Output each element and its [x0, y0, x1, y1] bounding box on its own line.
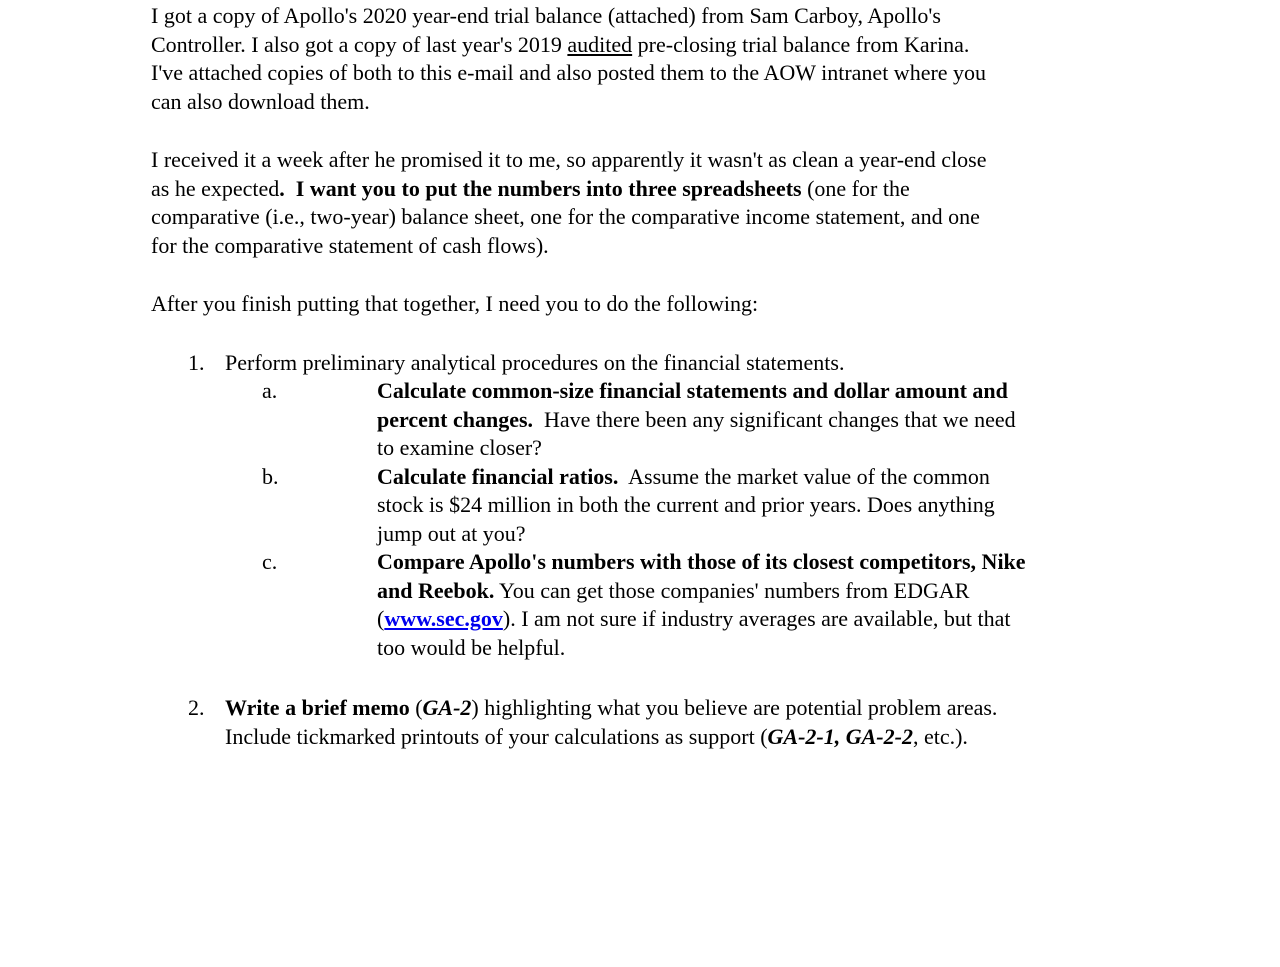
list-marker-b: b. — [262, 463, 279, 489]
text-segment-bold-italic: GA-2 — [422, 695, 472, 720]
list-marker-c: c. — [262, 549, 278, 574]
text-segment: as he expected — [151, 175, 280, 201]
list-marker-2: 2. — [188, 695, 205, 720]
text-segment-audited-underlined: audited — [567, 31, 633, 57]
text-segment: pre-closing trial balance from Karina. — [632, 31, 970, 57]
text-line — [151, 175, 1251, 204]
text-segment-bold: Calculate common-size financial statements and dollar amount and — [377, 378, 1008, 403]
text-segment: Have there been any significant changes that we need — [533, 406, 1016, 432]
text-segment-bold: . I want you to put the numbers into three spreadsheets — [279, 175, 802, 201]
text-line — [377, 548, 1251, 577]
text-segment: too would be helpful. — [377, 634, 566, 660]
text-segment: You can get those companies' numbers from EDGAR — [494, 577, 970, 603]
list-item-1b-body — [377, 463, 1251, 549]
list-item-2-body — [225, 694, 1251, 751]
text-line — [377, 577, 1251, 606]
list-item-1-body — [225, 349, 1251, 378]
text-segment: ( — [409, 695, 423, 720]
list-item-2 — [151, 694, 1251, 751]
text-segment: to examine closer? — [377, 435, 542, 460]
text-segment-bold: and Reebok. — [377, 577, 495, 603]
paragraph-three-spreadsheets — [151, 146, 1251, 260]
text-line — [377, 491, 1251, 520]
text-segment: After you finish putting that together, I need you to do the following: — [151, 291, 759, 316]
text-line — [225, 723, 1251, 752]
text-segment-bold: Calculate financial ratios. — [377, 463, 619, 489]
list-item-1c — [151, 548, 1251, 662]
text-line — [377, 463, 1251, 492]
text-segment: can also download them. — [151, 88, 370, 114]
text-segment: ). I am not sure if industry averages are available, but that — [502, 606, 1011, 631]
text-segment-bold-italic: GA-2-1, GA-2-2 — [767, 723, 913, 749]
text-line — [377, 377, 1251, 406]
text-segment: jump out at you? — [377, 520, 526, 546]
sec-gov-link[interactable]: www.sec.gov — [384, 606, 503, 631]
text-segment: , etc.). — [912, 723, 968, 749]
text-line — [377, 434, 1251, 463]
text-segment: Perform preliminary analytical procedures on the financial statements. — [225, 349, 845, 375]
text-segment: Controller. I also got a copy of last year's 2019 — [151, 31, 568, 57]
list-item-1a — [151, 377, 1251, 463]
text-line — [151, 146, 1251, 175]
list-marker-1: 1. — [188, 349, 205, 375]
text-line — [377, 406, 1251, 435]
text-line — [151, 203, 1251, 232]
text-line — [377, 634, 1251, 663]
paragraph-following-intro — [151, 290, 1251, 319]
text-segment-bold: Compare Apollo's numbers with those of its closest competitors, Nike — [377, 549, 1026, 574]
list-item-1a-body — [377, 377, 1251, 463]
text-line — [151, 59, 1251, 88]
text-line — [151, 290, 1251, 319]
text-line — [151, 88, 1251, 117]
text-segment: Assume the market value of the common — [618, 463, 990, 489]
text-line — [377, 520, 1251, 549]
text-line — [377, 605, 1251, 634]
text-segment: ( — [377, 606, 385, 631]
text-segment: Include tickmarked printouts of your calculations as support ( — [225, 723, 768, 749]
text-line — [151, 31, 1251, 60]
text-line — [225, 694, 1251, 723]
text-segment: I received it a week after he promised it to me, so apparently it wasn't as clean a year-end close — [151, 147, 987, 172]
list-item-1c-body — [377, 548, 1251, 662]
list-marker-a: a. — [262, 378, 278, 403]
text-segment: stock is $24 million in both the current and prior years. Does anything — [377, 492, 995, 517]
text-segment-bold: Write a brief memo — [225, 695, 410, 720]
text-segment-bold: percent changes. — [377, 406, 534, 432]
list-item-1b — [151, 463, 1251, 549]
list-item-1 — [151, 349, 1251, 378]
text-segment: comparative (i.e., two-year) balance sheet, one for the comparative income statement, and one — [151, 204, 980, 229]
text-segment: for the comparative statement of cash flows). — [151, 232, 549, 258]
text-segment: (one for the — [801, 175, 910, 201]
text-segment: I've attached copies of both to this e-mail and also posted them to the AOW intranet where you — [151, 60, 987, 85]
text-line — [225, 349, 1251, 378]
paragraph-trial-balance-intro — [151, 2, 1251, 116]
text-line — [151, 232, 1251, 261]
text-segment: I got a copy of Apollo's 2020 year-end trial balance (attached) from Sam Carboy, Apollo's — [151, 3, 941, 28]
text-line — [151, 2, 1251, 31]
text-segment: ) highlighting what you believe are potential problem areas. — [471, 695, 998, 720]
